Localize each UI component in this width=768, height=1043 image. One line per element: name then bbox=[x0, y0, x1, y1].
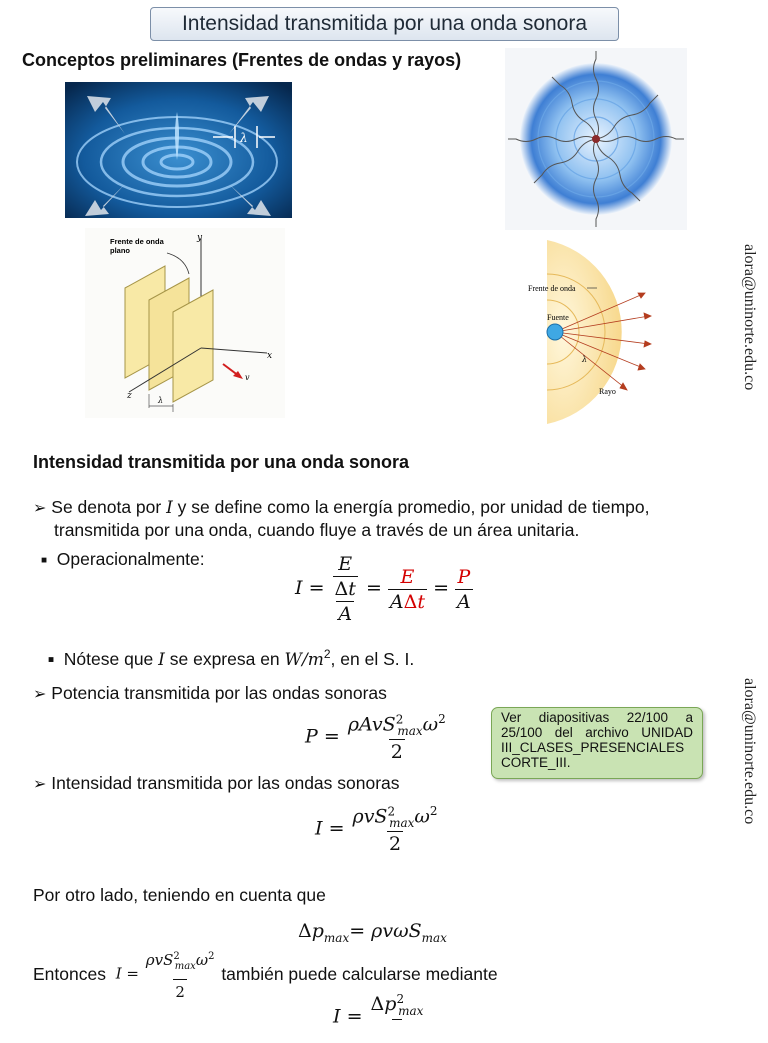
section-heading: Intensidad transmitida por una onda sonora bbox=[33, 452, 410, 472]
preliminary-heading: Conceptos preliminares (Frentes de ondas y rayos) bbox=[22, 50, 462, 70]
square-bullet-icon: ■ bbox=[48, 654, 55, 666]
velocity-label: v bbox=[245, 373, 250, 382]
axis-y-label: y bbox=[197, 233, 203, 243]
slide-title: Intensidad transmitida por una onda sonora bbox=[150, 7, 619, 41]
axis-z-label: z bbox=[127, 391, 132, 401]
lambda-label: λ bbox=[240, 131, 248, 145]
intensity-heading: ➢ Intensidad transmitida por las ondas sonoras bbox=[33, 773, 400, 793]
source-label: Fuente bbox=[547, 313, 569, 322]
water-ripple-image bbox=[65, 82, 292, 218]
intensity-definition-formula: I = $\frac{\frac{E}{\Delta t}}{A}$ = $\frac{E}{\text{AΔt}}$ = $\frac{P}{A}$ bbox=[295, 553, 471, 625]
spherical-wave-image bbox=[505, 48, 687, 230]
arrow-bullet-icon: ➢ bbox=[33, 686, 47, 703]
reference-note-box: Ver diapositivas 22/100 a 25/100 del archivo UNIDAD III_CLASES_PRESENCIALES CORTE_III. bbox=[491, 707, 703, 779]
intensity-pressure-formula: I = $\Delta p^2_{max}$ bbox=[333, 992, 425, 1043]
then-line: Entonces I = $\frac{\rho vS^2_{max}\omega^2}{2}$ también puede calcularse mediante bbox=[33, 945, 498, 1004]
unit-note: ■ Nótese que I se expresa en $W/m^2$, en el S. I. bbox=[48, 647, 415, 670]
spherical-front-diagram bbox=[525, 236, 675, 424]
wavefront-label: Frente de onda bbox=[528, 284, 576, 293]
arrow-bullet-icon: ➢ bbox=[33, 776, 47, 793]
semicircle-lambda-label: λ bbox=[582, 355, 588, 364]
axis-x-label: x bbox=[267, 351, 273, 361]
plane-lambda-label: λ bbox=[158, 396, 164, 405]
operational-label: ■ Operacionalmente: bbox=[41, 549, 205, 569]
plane-wavefront-diagram bbox=[85, 228, 285, 418]
square-bullet-icon: ■ bbox=[41, 554, 48, 566]
side-email-lower: alora@uninorte.edu.co bbox=[741, 678, 758, 825]
power-heading: ➢ Potencia transmitida por las ondas sonoras bbox=[33, 683, 387, 703]
side-email-upper: alora@uninorte.edu.co bbox=[741, 244, 758, 391]
ray-label: Rayo bbox=[599, 387, 616, 396]
intensity-formula: I = $\frac{\rho vS^2_{max}\omega^2}{2}$ bbox=[315, 804, 438, 856]
pressure-amplitude-formula: $\Delta p_{max}= \rho v\omega S_{max}$ bbox=[298, 920, 447, 945]
inline-intensity-formula: I = $\frac{\rho vS^2_{max}\omega^2}{2}$ bbox=[116, 945, 217, 1004]
definition-line-1: ➢ Se denota por I y se define como la energía promedio, por unidad de tiempo, bbox=[33, 497, 650, 518]
definition-line-2: transmitida por una onda, cuando fluye a través de un área unitaria. bbox=[54, 520, 580, 540]
power-formula: P = $\frac{\rho AvS^2_{max}\omega^2}{2}$ bbox=[305, 712, 446, 764]
arrow-bullet-icon: ➢ bbox=[33, 500, 47, 517]
other-hand-text: Por otro lado, teniendo en cuenta que bbox=[33, 885, 326, 905]
plane-front-label: Frente de onda plano bbox=[110, 237, 164, 255]
